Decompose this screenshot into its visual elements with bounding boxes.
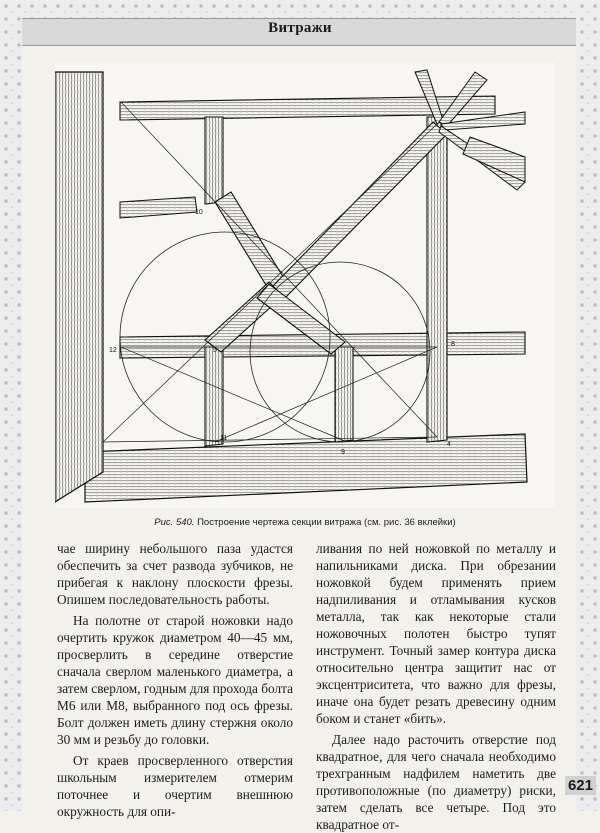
left-stile xyxy=(55,72,103,502)
caption-text: Построение чертежа секции витража (см. рис. 36 вклейки) xyxy=(194,517,456,528)
broken-piece-left xyxy=(120,197,197,218)
right-paragraph-1: ливания по ней ножовкой по металлу и напильниками диска. При обрезании ножовкой будем применять прием надпиливания и отламывания кусков металла, так как некоторые стали ножовочных полотен быстро тупят инструмент. Точный замер контура диска относительно центра защитит нас от эксцентриситета, что важно для фрезы, иначе она будет резать древесину одним боком и станет «бить». xyxy=(316,541,556,726)
lace-border-left xyxy=(0,0,22,811)
right-bar xyxy=(427,117,447,442)
right-paragraph-2: Далее надо расточить отверстие под квадратное, для чего сначала необходимо трехгранным надфилем наметить две противоположные (по диаметру) риски, затем сделать все четыре. Под это квадратное от- xyxy=(316,732,556,832)
lace-border-right xyxy=(576,0,600,811)
lower-bar-right xyxy=(335,347,353,442)
page-number: 621 xyxy=(565,776,596,795)
left-paragraph-2: На полотне от старой ножовки надо очертить кружок диаметром 40—45 мм, просверлить в середине отверстие сначала сверлом маленького диаметра, а затем сверлом, годным для прохода болта М6 или М8, выбранного под ось фрезы. Болт должен иметь длину стержня около 30 мм и резьбу до головки. xyxy=(57,613,293,747)
label-5: 5 xyxy=(213,347,217,354)
lower-bar-left xyxy=(205,347,223,446)
label-4: 4 xyxy=(447,441,451,448)
text-column-right xyxy=(316,540,556,833)
diagonal-1 xyxy=(215,192,285,290)
broken-piece-right xyxy=(463,137,525,182)
running-title: Витражи xyxy=(268,20,332,36)
left-paragraph-3: От краев просверленного отверстия школьным измерителем отмерим поточнее и очертим внешнюю окружность для опи- xyxy=(57,753,293,819)
figure-caption xyxy=(55,517,555,528)
label-8: 8 xyxy=(451,341,455,348)
left-paragraph-1: чае ширину небольшого паза удастся обеспечить за счет развода зубчиков, не прибегая к наклону плоскости фрезы. Опишем последовательность работы. xyxy=(57,541,293,607)
caption-label: Рис. 540. xyxy=(154,517,195,528)
label-7: 7 xyxy=(351,347,355,354)
text-column-left xyxy=(57,540,293,820)
label-10: 10 xyxy=(195,209,203,216)
label-9: 9 xyxy=(341,449,345,456)
upper-bar-left xyxy=(205,117,223,204)
figure-stained-glass-drawing xyxy=(55,62,555,508)
label-11: 11 xyxy=(220,435,228,442)
drawing-svg xyxy=(55,62,555,508)
bottom-rail xyxy=(85,434,527,502)
label-12: 12 xyxy=(109,347,117,354)
